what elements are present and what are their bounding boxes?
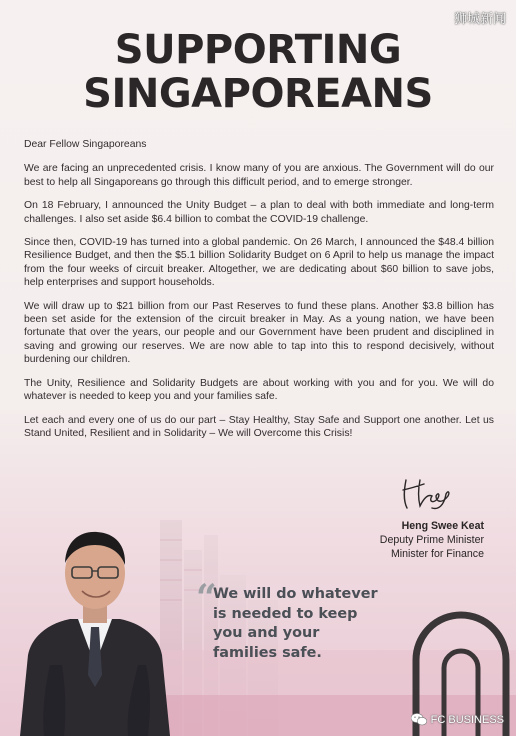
page-title <box>0 28 516 116</box>
quote-line-3: you and your <box>213 625 320 641</box>
signer-title-1: Deputy Prime Minister <box>379 533 484 546</box>
paragraph-3: Since then, COVID-19 has turned into a global pandemic. On 26 March, I announced the $48.4 billion Resilience Budget, and then the $5.1 billion Solidarity Budget on 6 April to help us manage the impact from the four weeks of circuit breaker. Altogether, we are dedicating about $60 billion to save jobs, help enterprises and support households. <box>24 237 494 289</box>
watermark-bottom <box>411 713 504 726</box>
quote-line-1: We will do whatever <box>213 586 378 602</box>
paragraph-1: We are facing an unprecedented crisis. I know many of you are anxious. The Government will do our best to help all Singaporeans go through this difficult period, and to emerge stronger. <box>24 163 494 188</box>
watermark-top: 狮城新闻 <box>453 12 506 27</box>
signer-name: Heng Swee Keat <box>401 520 484 532</box>
pull-quote <box>213 585 413 663</box>
greeting: Dear Fellow Singaporeans <box>24 139 147 150</box>
paragraph-6: Let each and every one of us do our part – Stay Healthy, Stay Safe and Support one another. Let us Stand United, Resilient and in Solidarity – We will Overcome this Crisis! <box>24 414 494 439</box>
quote-mark-icon: “ <box>196 577 217 619</box>
paragraph-2: On 18 February, I announced the Unity Budget – a plan to deal with both immediate and long-term challenges. I also set aside $6.4 billion to combat the COVID-19 challenge. <box>24 200 494 225</box>
title-line-1: SUPPORTING <box>114 27 402 73</box>
watermark-bottom-text: FC BUSINESS <box>430 713 504 726</box>
title-line-2: SINGAPOREANS <box>83 71 433 117</box>
signer-title-2: Minister for Finance <box>390 547 484 560</box>
quote-line-2: is needed to keep <box>213 605 358 622</box>
paragraph-5: The Unity, Resilience and Solidarity Budgets are about working with you and for you. We will do whatever is needed to keep you and your families safe. <box>24 377 494 403</box>
quote-line-4: families safe. <box>213 644 322 661</box>
letter-body <box>24 138 494 450</box>
wechat-icon <box>411 713 427 726</box>
paragraph-4: We will draw up to $21 billion from our Past Reserves to fund these plans. Another $3.8 billion has been set aside for the extension of the circuit breaker in May. As a young nation, we have been fortunate that over the years, our people and our Government have been prudent and disciplined in saving and growing our reserves. We are now able to tap into this to respond decisively, without burdening our children. <box>24 300 494 366</box>
minister-portrait <box>20 515 170 736</box>
signer-block <box>380 520 484 561</box>
signature-image <box>398 476 458 512</box>
